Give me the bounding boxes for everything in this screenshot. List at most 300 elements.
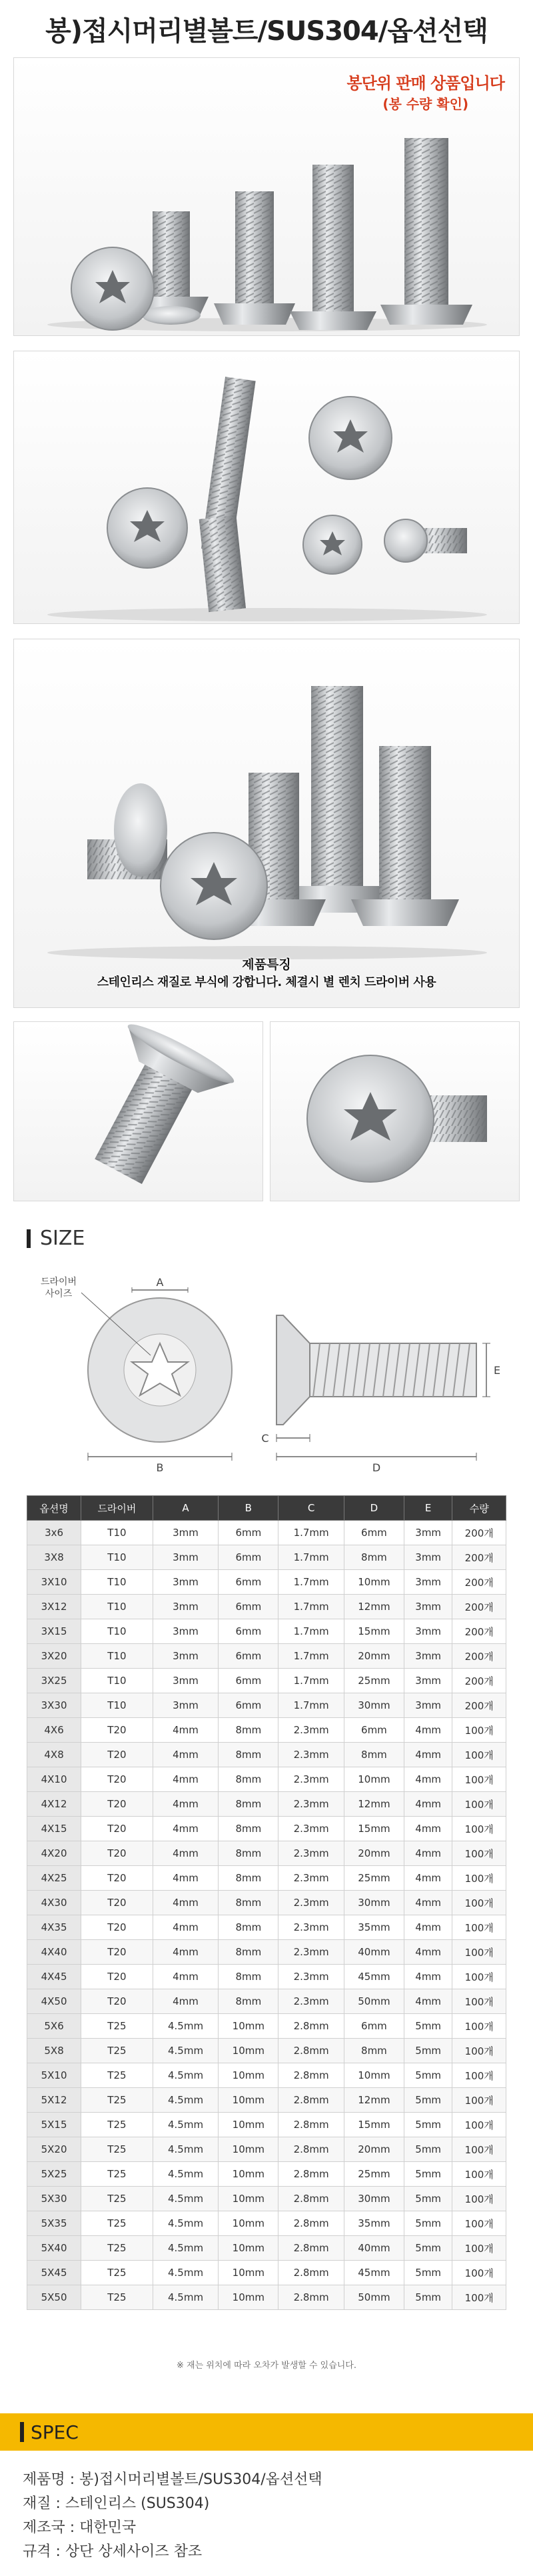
table-cell: 50mm <box>344 1989 404 2014</box>
table-row <box>27 2187 506 2211</box>
table-cell: 20mm <box>344 1841 404 1866</box>
table-cell: 2.8mm <box>278 2285 344 2310</box>
table-cell: 5X40 <box>27 2236 81 2261</box>
size-diagram <box>27 1263 506 1483</box>
bolt-set-illustration-2 <box>14 351 520 624</box>
table-cell: 4mm <box>404 1989 452 2014</box>
table-cell: 10mm <box>219 2113 278 2137</box>
table-cell: T20 <box>81 1841 153 1866</box>
table-row <box>27 1792 506 1817</box>
table-cell: 5mm <box>404 2063 452 2088</box>
table-cell: 3mm <box>404 1619 452 1644</box>
table-cell: T25 <box>81 2285 153 2310</box>
table-cell: 4mm <box>404 1866 452 1891</box>
table-cell: T25 <box>81 2236 153 2261</box>
table-row <box>27 2236 506 2261</box>
product-photo-4 <box>13 1021 263 1201</box>
table-cell: 4mm <box>404 1965 452 1989</box>
table-cell: 8mm <box>344 1743 404 1767</box>
table-cell: 6mm <box>219 1545 278 1570</box>
table-cell: 8mm <box>219 1866 278 1891</box>
table-cell: 200개 <box>452 1693 506 1718</box>
table-cell: 5X25 <box>27 2162 81 2187</box>
table-cell: 4mm <box>404 1915 452 1940</box>
table-cell: 4mm <box>153 1841 219 1866</box>
table-cell: T25 <box>81 2211 153 2236</box>
table-cell: 3mm <box>153 1595 219 1619</box>
table-cell: 12mm <box>344 1595 404 1619</box>
table-cell: 100개 <box>452 1866 506 1891</box>
table-cell: T20 <box>81 1817 153 1841</box>
table-cell: 5X30 <box>27 2187 81 2211</box>
table-cell: 20mm <box>344 2137 404 2162</box>
table-row <box>27 1521 506 1545</box>
table-cell: 4X10 <box>27 1767 81 1792</box>
table-cell: 4X25 <box>27 1866 81 1891</box>
table-cell: 100개 <box>452 2137 506 2162</box>
table-cell: T10 <box>81 1545 153 1570</box>
table-cell: 100개 <box>452 2211 506 2236</box>
spec-line: 규격 : 상단 상세사이즈 참조 <box>23 2543 203 2560</box>
table-cell: 40mm <box>344 1940 404 1965</box>
table-cell: 4.5mm <box>153 2063 219 2088</box>
table-cell: T25 <box>81 2014 153 2039</box>
table-cell: 3mm <box>404 1644 452 1669</box>
table-cell: 200개 <box>452 1669 506 1693</box>
table-cell: T20 <box>81 1718 153 1743</box>
table-cell: T10 <box>81 1644 153 1669</box>
table-cell: 100개 <box>452 2261 506 2285</box>
table-cell: T20 <box>81 1743 153 1767</box>
table-cell: 10mm <box>219 2137 278 2162</box>
table-cell: 5X10 <box>27 2063 81 2088</box>
table-cell: 4mm <box>404 1891 452 1915</box>
table-cell: 10mm <box>219 2162 278 2187</box>
table-cell: 5mm <box>404 2162 452 2187</box>
table-cell: 40mm <box>344 2236 404 2261</box>
table-cell: 4mm <box>404 1718 452 1743</box>
table-row <box>27 2211 506 2236</box>
table-cell: 5X6 <box>27 2014 81 2039</box>
table-cell: 8mm <box>219 1767 278 1792</box>
table-cell: 4.5mm <box>153 2088 219 2113</box>
table-cell: 5mm <box>404 2113 452 2137</box>
table-row <box>27 2261 506 2285</box>
table-cell: 10mm <box>219 2285 278 2310</box>
heading-bar <box>20 2422 24 2442</box>
table-cell: 100개 <box>452 2014 506 2039</box>
banner-line-1: 봉단위 판매 상품입니다 <box>346 74 504 93</box>
driver-label-1: 드라이버 <box>40 1277 77 1287</box>
table-cell: 4mm <box>404 1792 452 1817</box>
table-cell: 100개 <box>452 2162 506 2187</box>
col-header: 드라이버 <box>81 1496 153 1521</box>
table-cell: 3X30 <box>27 1693 81 1718</box>
table-cell: 5X12 <box>27 2088 81 2113</box>
table-cell: 3mm <box>153 1619 219 1644</box>
table-row <box>27 1891 506 1915</box>
table-cell: 15mm <box>344 2113 404 2137</box>
table-cell: 6mm <box>344 2014 404 2039</box>
table-cell: 3mm <box>404 1545 452 1570</box>
product-photo-1 <box>13 57 520 336</box>
table-row <box>27 1570 506 1595</box>
table-cell: T25 <box>81 2039 153 2063</box>
table-row <box>27 2162 506 2187</box>
product-photo-3 <box>13 639 520 1008</box>
table-cell: 4mm <box>404 1841 452 1866</box>
table-cell: 5mm <box>404 2137 452 2162</box>
table-cell: T10 <box>81 1669 153 1693</box>
product-photo-2 <box>13 351 520 624</box>
table-cell: 5X8 <box>27 2039 81 2063</box>
table-cell: T10 <box>81 1619 153 1644</box>
table-cell: 4mm <box>153 1891 219 1915</box>
table-cell: 25mm <box>344 1866 404 1891</box>
table-cell: 30mm <box>344 2187 404 2211</box>
table-row <box>27 1669 506 1693</box>
table-cell: 2.3mm <box>278 1767 344 1792</box>
table-cell: 3X25 <box>27 1669 81 1693</box>
table-cell: 30mm <box>344 1693 404 1718</box>
table-cell: 10mm <box>219 2211 278 2236</box>
table-cell: 100개 <box>452 1891 506 1915</box>
page-title: 봉)접시머리별볼트/SUS304/옵션선택 <box>45 15 488 47</box>
table-cell: 6mm <box>219 1644 278 1669</box>
table-cell: 4.5mm <box>153 2236 219 2261</box>
dim-label-c: C <box>261 1432 269 1445</box>
table-row <box>27 1718 506 1743</box>
table-cell: 4mm <box>153 1817 219 1841</box>
table-cell: 8mm <box>219 1940 278 1965</box>
table-cell: 15mm <box>344 1619 404 1644</box>
size-heading <box>27 1227 85 1250</box>
table-cell: 2.3mm <box>278 1940 344 1965</box>
table-cell: 3X10 <box>27 1570 81 1595</box>
col-header: C <box>278 1496 344 1521</box>
table-cell: 3mm <box>404 1595 452 1619</box>
col-header: A <box>153 1496 219 1521</box>
table-cell: 8mm <box>219 1817 278 1841</box>
table-cell: 35mm <box>344 2211 404 2236</box>
table-cell: 12mm <box>344 2088 404 2113</box>
table-cell: 200개 <box>452 1595 506 1619</box>
table-cell: 5mm <box>404 2014 452 2039</box>
table-cell: 2.3mm <box>278 1866 344 1891</box>
table-cell: 6mm <box>219 1693 278 1718</box>
table-cell: 4mm <box>153 1965 219 1989</box>
table-cell: 100개 <box>452 1792 506 1817</box>
table-cell: 3mm <box>153 1669 219 1693</box>
table-row <box>27 1940 506 1965</box>
table-cell: 4mm <box>153 1792 219 1817</box>
table-cell: 4X45 <box>27 1965 81 1989</box>
table-cell: 45mm <box>344 2261 404 2285</box>
table-cell: 4X20 <box>27 1841 81 1866</box>
table-cell: 2.3mm <box>278 1965 344 1989</box>
table-cell: 4X35 <box>27 1915 81 1940</box>
table-cell: 4mm <box>153 1866 219 1891</box>
table-cell: 2.3mm <box>278 1989 344 2014</box>
table-cell: 2.3mm <box>278 1718 344 1743</box>
table-row <box>27 1841 506 1866</box>
table-cell: 2.8mm <box>278 2162 344 2187</box>
table-cell: 1.7mm <box>278 1693 344 1718</box>
table-cell: 8mm <box>219 1891 278 1915</box>
table-cell: 2.8mm <box>278 2039 344 2063</box>
table-cell: 5X45 <box>27 2261 81 2285</box>
table-cell: 4.5mm <box>153 2285 219 2310</box>
table-cell: T10 <box>81 1595 153 1619</box>
table-cell: T25 <box>81 2088 153 2113</box>
dim-label-a: A <box>156 1276 164 1289</box>
table-cell: 2.3mm <box>278 1743 344 1767</box>
table-cell: 5mm <box>404 2261 452 2285</box>
table-cell: 200개 <box>452 1644 506 1669</box>
table-cell: 5mm <box>404 2088 452 2113</box>
table-cell: 6mm <box>219 1570 278 1595</box>
table-cell: 2.3mm <box>278 1891 344 1915</box>
table-cell: 100개 <box>452 2285 506 2310</box>
table-row <box>27 1619 506 1644</box>
table-cell: 4X40 <box>27 1940 81 1965</box>
table-cell: 4X6 <box>27 1718 81 1743</box>
table-cell: T20 <box>81 1915 153 1940</box>
table-cell: 10mm <box>219 2063 278 2088</box>
spec-line: 제조국 : 대한민국 <box>23 2519 137 2536</box>
table-cell: 2.8mm <box>278 2113 344 2137</box>
table-cell: 4X15 <box>27 1817 81 1841</box>
table-cell: 5X35 <box>27 2211 81 2236</box>
table-row <box>27 1595 506 1619</box>
table-row <box>27 2039 506 2063</box>
table-cell: 100개 <box>452 1841 506 1866</box>
table-cell: 200개 <box>452 1521 506 1545</box>
table-cell: 5mm <box>404 2285 452 2310</box>
table-cell: 2.8mm <box>278 2236 344 2261</box>
table-row <box>27 1866 506 1891</box>
table-cell: 2.3mm <box>278 1841 344 1866</box>
table-cell: 10mm <box>219 2261 278 2285</box>
table-cell: 2.3mm <box>278 1915 344 1940</box>
driver-label-2: 사이즈 <box>45 1289 73 1299</box>
feature-title: 제품특징 <box>242 957 291 972</box>
table-cell: 1.7mm <box>278 1619 344 1644</box>
table-cell: 4mm <box>153 1718 219 1743</box>
table-cell: T25 <box>81 2113 153 2137</box>
dim-label-e: E <box>493 1364 501 1377</box>
table-row <box>27 2285 506 2310</box>
table-cell: 4.5mm <box>153 2014 219 2039</box>
table-cell: T25 <box>81 2137 153 2162</box>
table-cell: 10mm <box>344 1767 404 1792</box>
table-cell: 1.7mm <box>278 1669 344 1693</box>
spec-heading <box>0 2413 533 2451</box>
table-cell: 45mm <box>344 1965 404 1989</box>
table-cell: T20 <box>81 1940 153 1965</box>
table-cell: 3mm <box>153 1521 219 1545</box>
table-cell: 4mm <box>153 1767 219 1792</box>
table-cell: 3x6 <box>27 1521 81 1545</box>
table-row <box>27 2113 506 2137</box>
table-cell: 4mm <box>153 1915 219 1940</box>
table-cell: 4.5mm <box>153 2137 219 2162</box>
table-cell: 30mm <box>344 1891 404 1915</box>
product-photo-5 <box>270 1021 520 1201</box>
table-cell: 3mm <box>404 1570 452 1595</box>
table-cell: 1.7mm <box>278 1545 344 1570</box>
sale-unit-banner <box>346 70 504 113</box>
table-cell: 100개 <box>452 1718 506 1743</box>
table-cell: 4X50 <box>27 1989 81 2014</box>
table-cell: 4.5mm <box>153 2039 219 2063</box>
table-cell: 5X15 <box>27 2113 81 2137</box>
table-cell: 2.3mm <box>278 1817 344 1841</box>
table-cell: 4mm <box>404 1940 452 1965</box>
table-cell: 2.8mm <box>278 2211 344 2236</box>
table-cell: 10mm <box>344 1570 404 1595</box>
table-cell: 6mm <box>219 1521 278 1545</box>
bolt-set-illustration-3 <box>14 639 520 1008</box>
table-cell: 4.5mm <box>153 2261 219 2285</box>
table-cell: 4mm <box>404 1817 452 1841</box>
table-cell: 6mm <box>344 1521 404 1545</box>
table-cell: 6mm <box>219 1619 278 1644</box>
table-cell: 3X20 <box>27 1644 81 1669</box>
product-feature <box>14 955 519 990</box>
table-cell: 5mm <box>404 2211 452 2236</box>
table-cell: 10mm <box>219 2039 278 2063</box>
table-row <box>27 2137 506 2162</box>
banner-line-2: (봉 수량 확인) <box>382 96 469 112</box>
table-row <box>27 1817 506 1841</box>
dim-label-d: D <box>372 1461 381 1474</box>
table-cell: T10 <box>81 1521 153 1545</box>
table-cell: T25 <box>81 2187 153 2211</box>
col-header: E <box>404 1496 452 1521</box>
table-cell: 100개 <box>452 1915 506 1940</box>
table-cell: 5X20 <box>27 2137 81 2162</box>
table-cell: 100개 <box>452 2088 506 2113</box>
table-cell: T25 <box>81 2063 153 2088</box>
table-row <box>27 1767 506 1792</box>
table-cell: 4mm <box>404 1767 452 1792</box>
table-cell: 4.5mm <box>153 2113 219 2137</box>
feature-text: 스테인리스 재질로 부식에 강합니다. 체결시 별 렌치 드라이버 사용 <box>97 975 436 989</box>
col-header: 옵션명 <box>27 1496 81 1521</box>
table-row <box>27 1693 506 1718</box>
table-cell: 100개 <box>452 1989 506 2014</box>
table-cell: 3mm <box>404 1693 452 1718</box>
col-header: B <box>219 1496 278 1521</box>
table-cell: 100개 <box>452 1817 506 1841</box>
size-table-body <box>27 1521 506 2310</box>
table-cell: 2.3mm <box>278 1792 344 1817</box>
table-cell: 100개 <box>452 2039 506 2063</box>
table-cell: T25 <box>81 2261 153 2285</box>
table-cell: 50mm <box>344 2285 404 2310</box>
table-cell: T25 <box>81 2162 153 2187</box>
table-cell: T20 <box>81 1767 153 1792</box>
table-cell: 3X12 <box>27 1595 81 1619</box>
table-cell: 5mm <box>404 2187 452 2211</box>
table-cell: 8mm <box>219 1792 278 1817</box>
table-cell: 3mm <box>153 1570 219 1595</box>
table-cell: 3mm <box>404 1521 452 1545</box>
table-cell: 100개 <box>452 2236 506 2261</box>
table-cell: 8mm <box>219 1989 278 2014</box>
table-row <box>27 2063 506 2088</box>
spec-line: 재질 : 스테인리스 (SUS304) <box>23 2495 210 2512</box>
table-cell: T20 <box>81 1866 153 1891</box>
table-cell: 5X50 <box>27 2285 81 2310</box>
table-cell: 100개 <box>452 1767 506 1792</box>
table-cell: 100개 <box>452 1940 506 1965</box>
table-cell: 4X12 <box>27 1792 81 1817</box>
table-cell: 8mm <box>219 1718 278 1743</box>
table-cell: 100개 <box>452 1965 506 1989</box>
table-cell: 12mm <box>344 1792 404 1817</box>
table-cell: 4.5mm <box>153 2211 219 2236</box>
table-cell: 4.5mm <box>153 2162 219 2187</box>
bolt-head-illustration <box>270 1022 520 1201</box>
table-cell: 2.8mm <box>278 2063 344 2088</box>
table-cell: 8mm <box>344 1545 404 1570</box>
table-cell: 3mm <box>153 1644 219 1669</box>
dim-label-b: B <box>156 1461 164 1474</box>
table-cell: T10 <box>81 1693 153 1718</box>
table-cell: 5mm <box>404 2039 452 2063</box>
table-cell: 4X30 <box>27 1891 81 1915</box>
table-row <box>27 1545 506 1570</box>
table-cell: 100개 <box>452 2187 506 2211</box>
table-cell: 3X8 <box>27 1545 81 1570</box>
table-cell: 8mm <box>344 2039 404 2063</box>
heading-bar <box>27 1229 31 1248</box>
table-cell: 2.8mm <box>278 2137 344 2162</box>
table-cell: 200개 <box>452 1619 506 1644</box>
table-cell: 100개 <box>452 2063 506 2088</box>
table-cell: 10mm <box>219 2236 278 2261</box>
table-row <box>27 1965 506 1989</box>
table-cell: T20 <box>81 1792 153 1817</box>
table-cell: T20 <box>81 1891 153 1915</box>
table-cell: 10mm <box>219 2088 278 2113</box>
table-cell: 8mm <box>219 1965 278 1989</box>
table-cell: 3mm <box>404 1669 452 1693</box>
table-cell: 6mm <box>219 1595 278 1619</box>
size-heading-text: SIZE <box>40 1227 85 1250</box>
table-cell: 20mm <box>344 1644 404 1669</box>
table-cell: 4mm <box>153 1989 219 2014</box>
table-cell: 100개 <box>452 1743 506 1767</box>
table-cell: 100개 <box>452 2113 506 2137</box>
table-cell: 1.7mm <box>278 1644 344 1669</box>
spec-line: 제품명 : 봉)접시머리별볼트/SUS304/옵션선택 <box>23 2471 322 2488</box>
spec-list <box>23 2468 322 2564</box>
table-row <box>27 1743 506 1767</box>
measurement-note: ※ 재는 위치에 따라 오차가 발생할 수 있습니다. <box>177 2361 356 2371</box>
table-cell: 10mm <box>219 2187 278 2211</box>
table-cell: 8mm <box>219 1743 278 1767</box>
table-cell: 25mm <box>344 1669 404 1693</box>
table-cell: 4mm <box>404 1743 452 1767</box>
table-cell: 15mm <box>344 1817 404 1841</box>
table-cell: 4mm <box>153 1940 219 1965</box>
table-row <box>27 1989 506 2014</box>
table-cell: 4mm <box>153 1743 219 1767</box>
table-cell: 6mm <box>344 1718 404 1743</box>
